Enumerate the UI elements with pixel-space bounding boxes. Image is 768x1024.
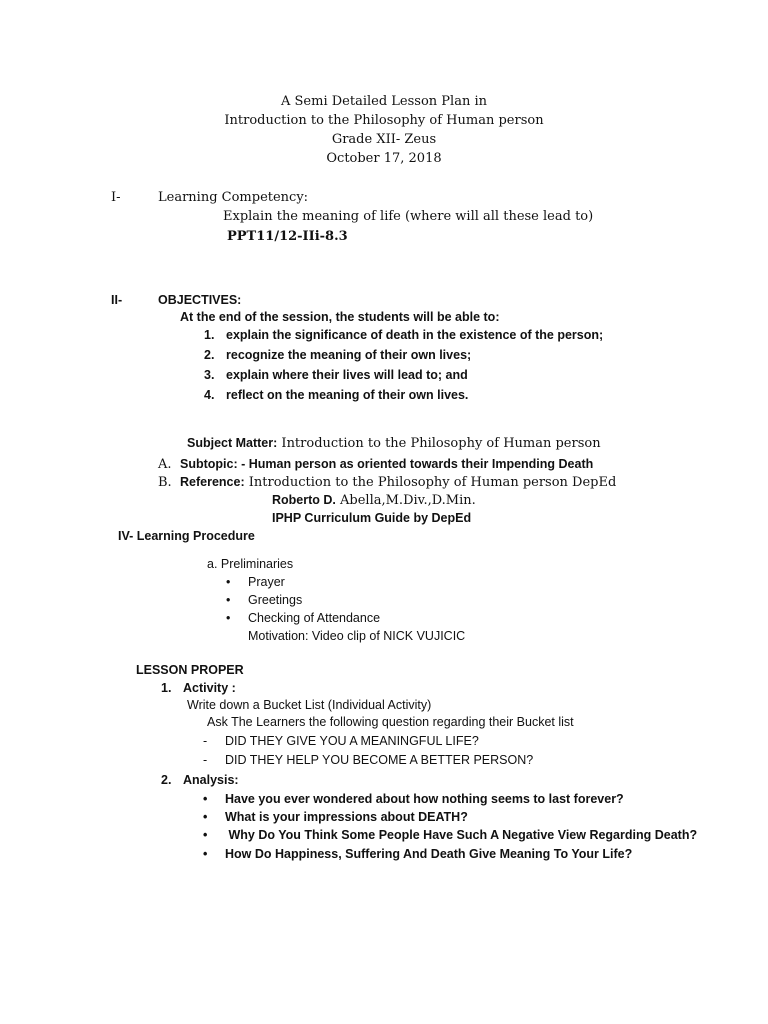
bullet-icon: • <box>226 593 231 607</box>
reference-author <box>272 492 476 508</box>
objective-number: 2. <box>204 348 215 362</box>
bullet-icon: • <box>203 828 208 842</box>
section-numeral-1: I- <box>111 190 121 205</box>
activity-instruction: Write down a Bucket List (Individual Activity) <box>187 698 432 712</box>
preliminaries-heading: a. Preliminaries <box>207 557 294 571</box>
subtopic-letter: A. <box>158 457 172 472</box>
objective-item <box>204 349 471 362</box>
reference-letter: B. <box>158 475 172 490</box>
analysis-item <box>203 848 632 861</box>
subtopic-value: - Human person as oriented towards their Impending Death <box>237 457 594 471</box>
analysis-heading <box>161 774 239 787</box>
preliminary-item <box>226 576 285 589</box>
dash-marker: - <box>203 734 208 748</box>
preliminary-text: Checking of Attendance <box>248 611 381 625</box>
author-credentials: Abella,M.Div.,D.Min. <box>335 493 476 508</box>
lesson-proper-heading: LESSON PROPER <box>136 663 244 677</box>
bullet-icon: • <box>203 810 208 824</box>
preliminary-item <box>226 612 380 625</box>
subtopic-label: Subtopic: <box>180 457 238 471</box>
activity-heading <box>161 682 236 695</box>
objective-number: 3. <box>204 368 215 382</box>
bullet-icon: • <box>203 847 208 861</box>
analysis-text: Have you ever wondered about how nothing seems to last forever? <box>225 792 624 806</box>
motivation-text: Motivation: Video clip of NICK VUJICIC <box>248 629 466 643</box>
header-subject: Introduction to the Philosophy of Human person <box>224 113 544 128</box>
reference-guide: IPHP Curriculum Guide by DepEd <box>272 511 472 525</box>
activity-question-intro: Ask The Learners the following question regarding their Bucket list <box>207 715 574 729</box>
subtopic-line <box>158 456 593 472</box>
bullet-icon: • <box>226 611 231 625</box>
objective-text: explain the significance of death in the existence of the person; <box>226 328 604 342</box>
analysis-text: How Do Happiness, Suffering And Death Give Meaning To Your Life? <box>225 847 633 861</box>
analysis-number: 2. <box>161 773 172 787</box>
analysis-text: Why Do You Think Some People Have Such A Negative View Regarding Death? <box>225 828 698 842</box>
header-date: October 17, 2018 <box>326 151 442 166</box>
objective-text: reflect on the meaning of their own lives. <box>226 388 469 402</box>
analysis-item <box>203 829 697 842</box>
analysis-item <box>203 811 468 824</box>
header-title: A Semi Detailed Lesson Plan in <box>281 94 487 109</box>
section-numeral-2: II- <box>111 293 123 307</box>
dash-marker: - <box>203 753 208 767</box>
procedure-heading: IV- Learning Procedure <box>118 529 255 543</box>
question-text: DID THEY HELP YOU BECOME A BETTER PERSON? <box>225 753 534 767</box>
preliminary-text: Prayer <box>248 575 285 589</box>
analysis-label: Analysis: <box>183 773 239 787</box>
reference-label: Reference: <box>180 475 245 489</box>
activity-question <box>203 754 533 767</box>
competency-text: Explain the meaning of life (where will all these lead to) <box>223 209 594 224</box>
subject-matter-value: Introduction to the Philosophy of Human person <box>277 436 601 451</box>
reference-line <box>158 474 616 490</box>
activity-question <box>203 735 479 748</box>
analysis-text: What is your impressions about DEATH? <box>225 810 468 824</box>
objective-item <box>204 389 468 402</box>
competency-heading: Learning Competency: <box>158 190 309 205</box>
objective-number: 1. <box>204 328 215 342</box>
objective-text: recognize the meaning of their own lives; <box>226 348 472 362</box>
objective-text: explain where their lives will lead to; and <box>226 368 468 382</box>
activity-label: Activity : <box>183 681 236 695</box>
analysis-item <box>203 793 624 806</box>
objectives-heading: OBJECTIVES: <box>158 293 242 307</box>
preliminary-text: Greetings <box>248 593 303 607</box>
bullet-icon: • <box>226 575 231 589</box>
objectives-intro: At the end of the session, the students will be able to: <box>180 310 500 324</box>
objective-item <box>204 369 468 382</box>
preliminary-item <box>226 594 302 607</box>
author-name: Roberto D. <box>272 493 336 507</box>
bullet-icon: • <box>203 792 208 806</box>
question-text: DID THEY GIVE YOU A MEANINGFUL LIFE? <box>225 734 479 748</box>
subject-matter-label: Subject Matter: <box>187 436 278 450</box>
subject-matter-line <box>187 435 601 451</box>
activity-number: 1. <box>161 681 172 695</box>
objective-number: 4. <box>204 388 215 402</box>
reference-value: Introduction to the Philosophy of Human person DepEd <box>244 475 617 490</box>
header-grade: Grade XII- Zeus <box>331 132 437 147</box>
competency-code: PPT11/12-IIi-8.3 <box>227 229 348 244</box>
objective-item <box>204 329 603 342</box>
